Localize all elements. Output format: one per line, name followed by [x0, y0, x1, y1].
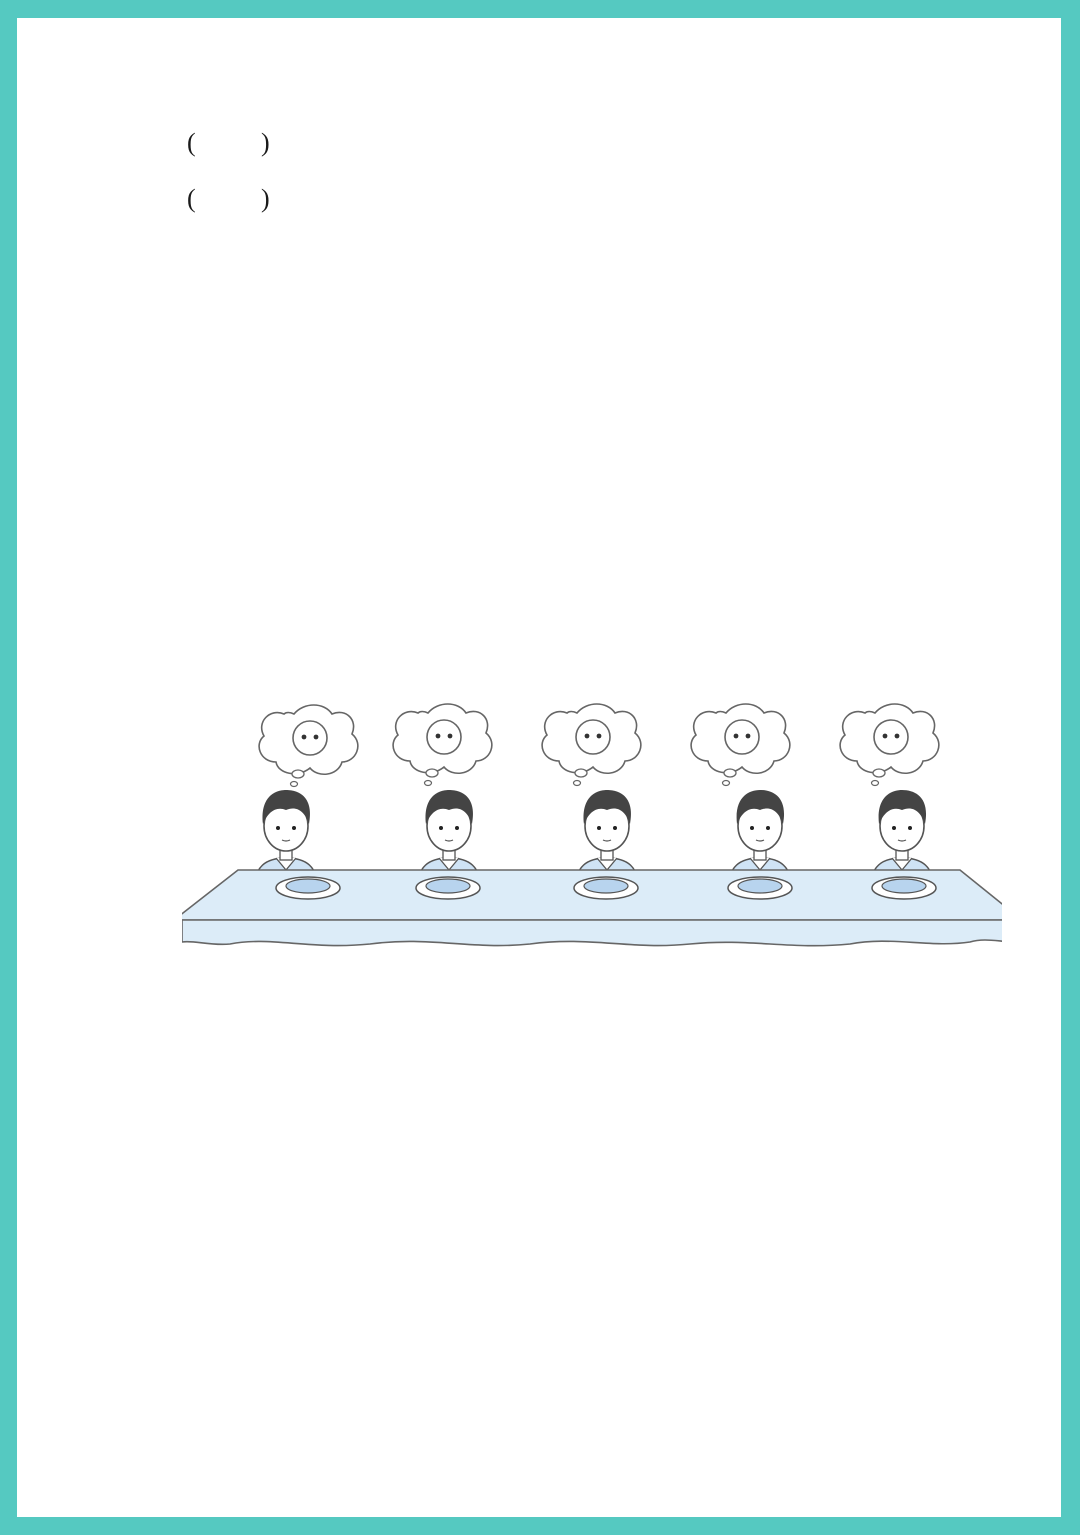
answer-blank[interactable]: (: [187, 128, 196, 157]
dinner-table-illustration: [182, 678, 1002, 950]
paren-close: ): [261, 128, 270, 157]
paren-close: ): [261, 184, 270, 213]
answer-blank[interactable]: (: [187, 184, 196, 213]
worksheet-page: [17, 18, 1061, 1517]
